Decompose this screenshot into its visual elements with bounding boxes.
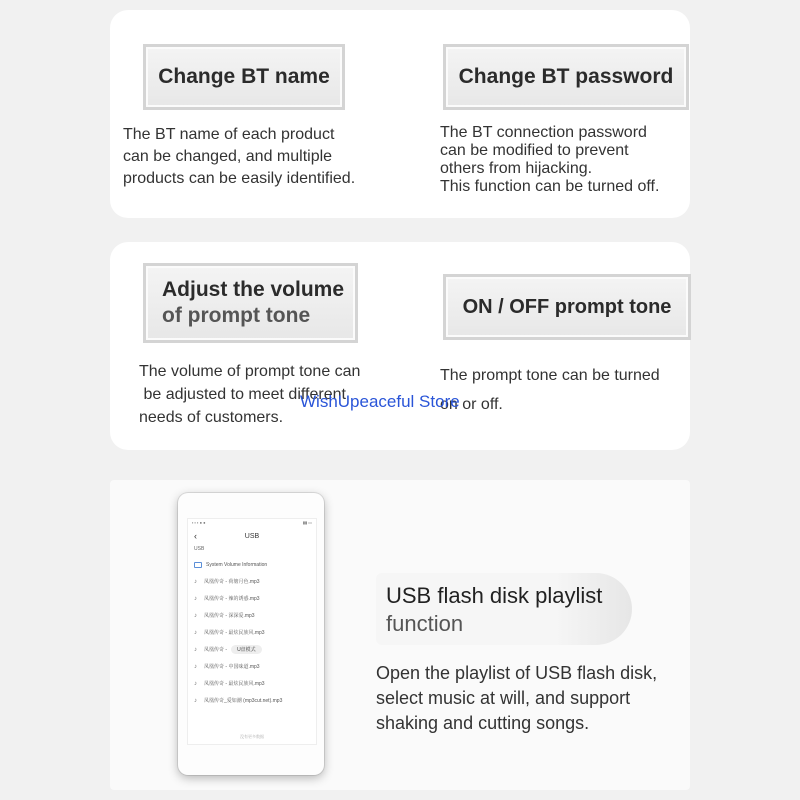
phone-mockup <box>178 493 324 775</box>
folder-row[interactable]: System Volume Information <box>188 556 316 573</box>
music-file-icon: ♪ <box>194 629 197 636</box>
usb-header <box>188 529 316 543</box>
usb-playlist-title: USB flash disk playlist function <box>386 583 603 636</box>
adjust-volume-desc: The volume of prompt tone can be adjusted to meet different needs of customers. <box>139 363 361 426</box>
change-bt-name-title: Change BT name <box>158 65 330 88</box>
change-bt-name-desc: The BT name of each product can be changed, and multiple products can be easily identified. <box>123 126 356 187</box>
file-row[interactable]: ♪ 凤凰传奇 - 荷塘月色.mp3 <box>194 578 260 585</box>
usb-playlist-desc: Open the playlist of USB flash disk, select music at will, and support shaking and cutting songs. <box>376 663 658 733</box>
store-watermark: WishUpeaceful Store <box>300 392 460 411</box>
music-file-icon: ♪ <box>194 697 197 704</box>
prompt-toggle-label <box>443 274 691 340</box>
prompt-toggle-title: ON / OFF prompt tone <box>462 295 672 318</box>
file-row[interactable]: ♪ 凤凰传奇 - 最炫民族风.mp3 <box>194 629 265 636</box>
change-bt-password-title: Change BT password <box>458 65 674 88</box>
usb-path: USB <box>194 546 205 552</box>
file-row[interactable]: ♪ 凤凰传奇 - 辣的诱惑.mp3 <box>194 595 260 602</box>
list-footer: 没有更多数据 <box>240 734 264 739</box>
file-row[interactable]: ♪ 凤凰传奇 - 深深爱.mp3 <box>194 612 255 619</box>
change-bt-name-label <box>143 44 345 110</box>
music-file-icon: ♪ <box>194 680 197 687</box>
music-file-icon: ♪ <box>194 612 197 619</box>
file-row[interactable]: ♪ 凤凰传奇_爱如潮 (mp3cut.net).mp3 <box>194 697 283 704</box>
phone-screen <box>187 518 317 745</box>
status-bar: ▪ ▪ ▪ ● ● ▮▮ ▭ <box>192 520 312 525</box>
usb-title: USB <box>244 532 260 540</box>
change-bt-password-label <box>443 44 689 110</box>
music-file-icon: ♪ <box>194 663 197 670</box>
adjust-volume-label: Adjust the volume of prompt tone <box>143 263 358 343</box>
file-row[interactable]: ♪ 凤凰传奇 - 中国味道.mp3 <box>194 663 260 670</box>
usb-mode-badge: U盘模式 <box>231 645 262 654</box>
file-row[interactable]: ♪ 凤凰传奇 - 最炫民族风.mp3 <box>194 680 265 687</box>
change-bt-password-desc: The BT connection password can be modified to prevent others from hijacking. This function can be turned off. <box>440 124 660 195</box>
music-file-icon: ♪ <box>194 646 197 653</box>
music-file-icon: ♪ <box>194 578 197 585</box>
music-file-icon: ♪ <box>194 595 197 602</box>
chevron-left-icon[interactable]: ‹ <box>194 531 197 541</box>
file-row[interactable]: ♪ 凤凰传奇 - U盘模式 <box>188 641 316 658</box>
prompt-toggle-desc: The prompt tone can be turned on or off. <box>440 367 660 413</box>
folder-icon <box>194 562 202 568</box>
